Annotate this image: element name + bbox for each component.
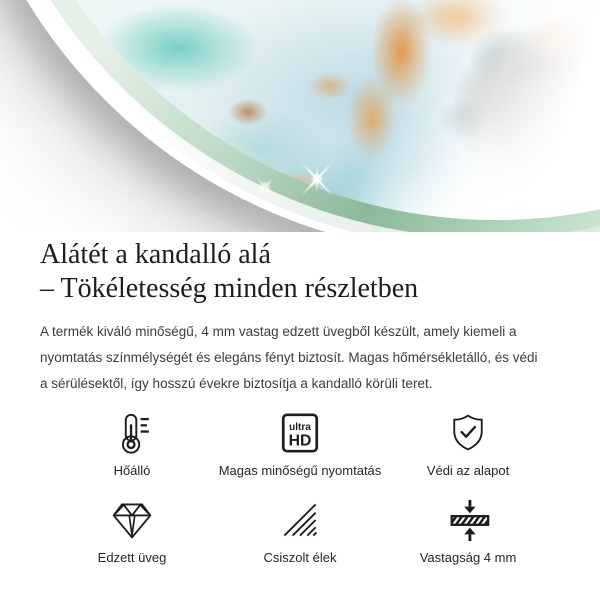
product-info: [0, 238, 600, 565]
feature-label: Magas minőségű nyomtatás: [218, 463, 382, 478]
thickness-icon: [445, 496, 491, 544]
feature-label: Edzett üveg: [97, 550, 167, 565]
feature-protects-base: [384, 409, 552, 478]
ultra-hd-text-bottom: HD: [288, 432, 312, 450]
feature-ultra-hd: [216, 409, 384, 478]
title-line-2: – Tökéletesség minden részletben: [40, 273, 419, 304]
feature-label: Csiszolt élek: [263, 550, 337, 565]
shield-check-icon: [446, 409, 490, 457]
feature-label: Védi az alapot: [426, 463, 510, 478]
polished-edge-icon: [278, 496, 322, 544]
page-title: [40, 238, 560, 306]
product-image: [0, 0, 600, 232]
thermometer-icon: [109, 409, 155, 457]
product-description: A termék kiváló minőségű, 4 mm vastag edzett üvegből készült, amely kiemeli a nyomtatás színmélységét és elegáns fényt biztosít. Magas hőmérsékletálló, és védi a sérülésektől, így hosszú évekre biztosítja a kandalló körüli teret.: [40, 324, 538, 391]
feature-tempered-glass: [48, 496, 216, 565]
ultra-hd-text-top: ultra: [289, 422, 311, 434]
feature-label: Vastagság 4 mm: [419, 550, 517, 565]
ultra-hd-icon: [277, 409, 323, 457]
features-grid: [40, 409, 560, 565]
feature-thickness: [384, 496, 552, 565]
feature-label: Hőálló: [113, 463, 151, 478]
feature-polished-edges: [216, 496, 384, 565]
diamond-icon: [110, 496, 154, 544]
title-line-1: Alátét a kandalló alá: [40, 239, 271, 270]
feature-heat-resistant: [48, 409, 216, 478]
